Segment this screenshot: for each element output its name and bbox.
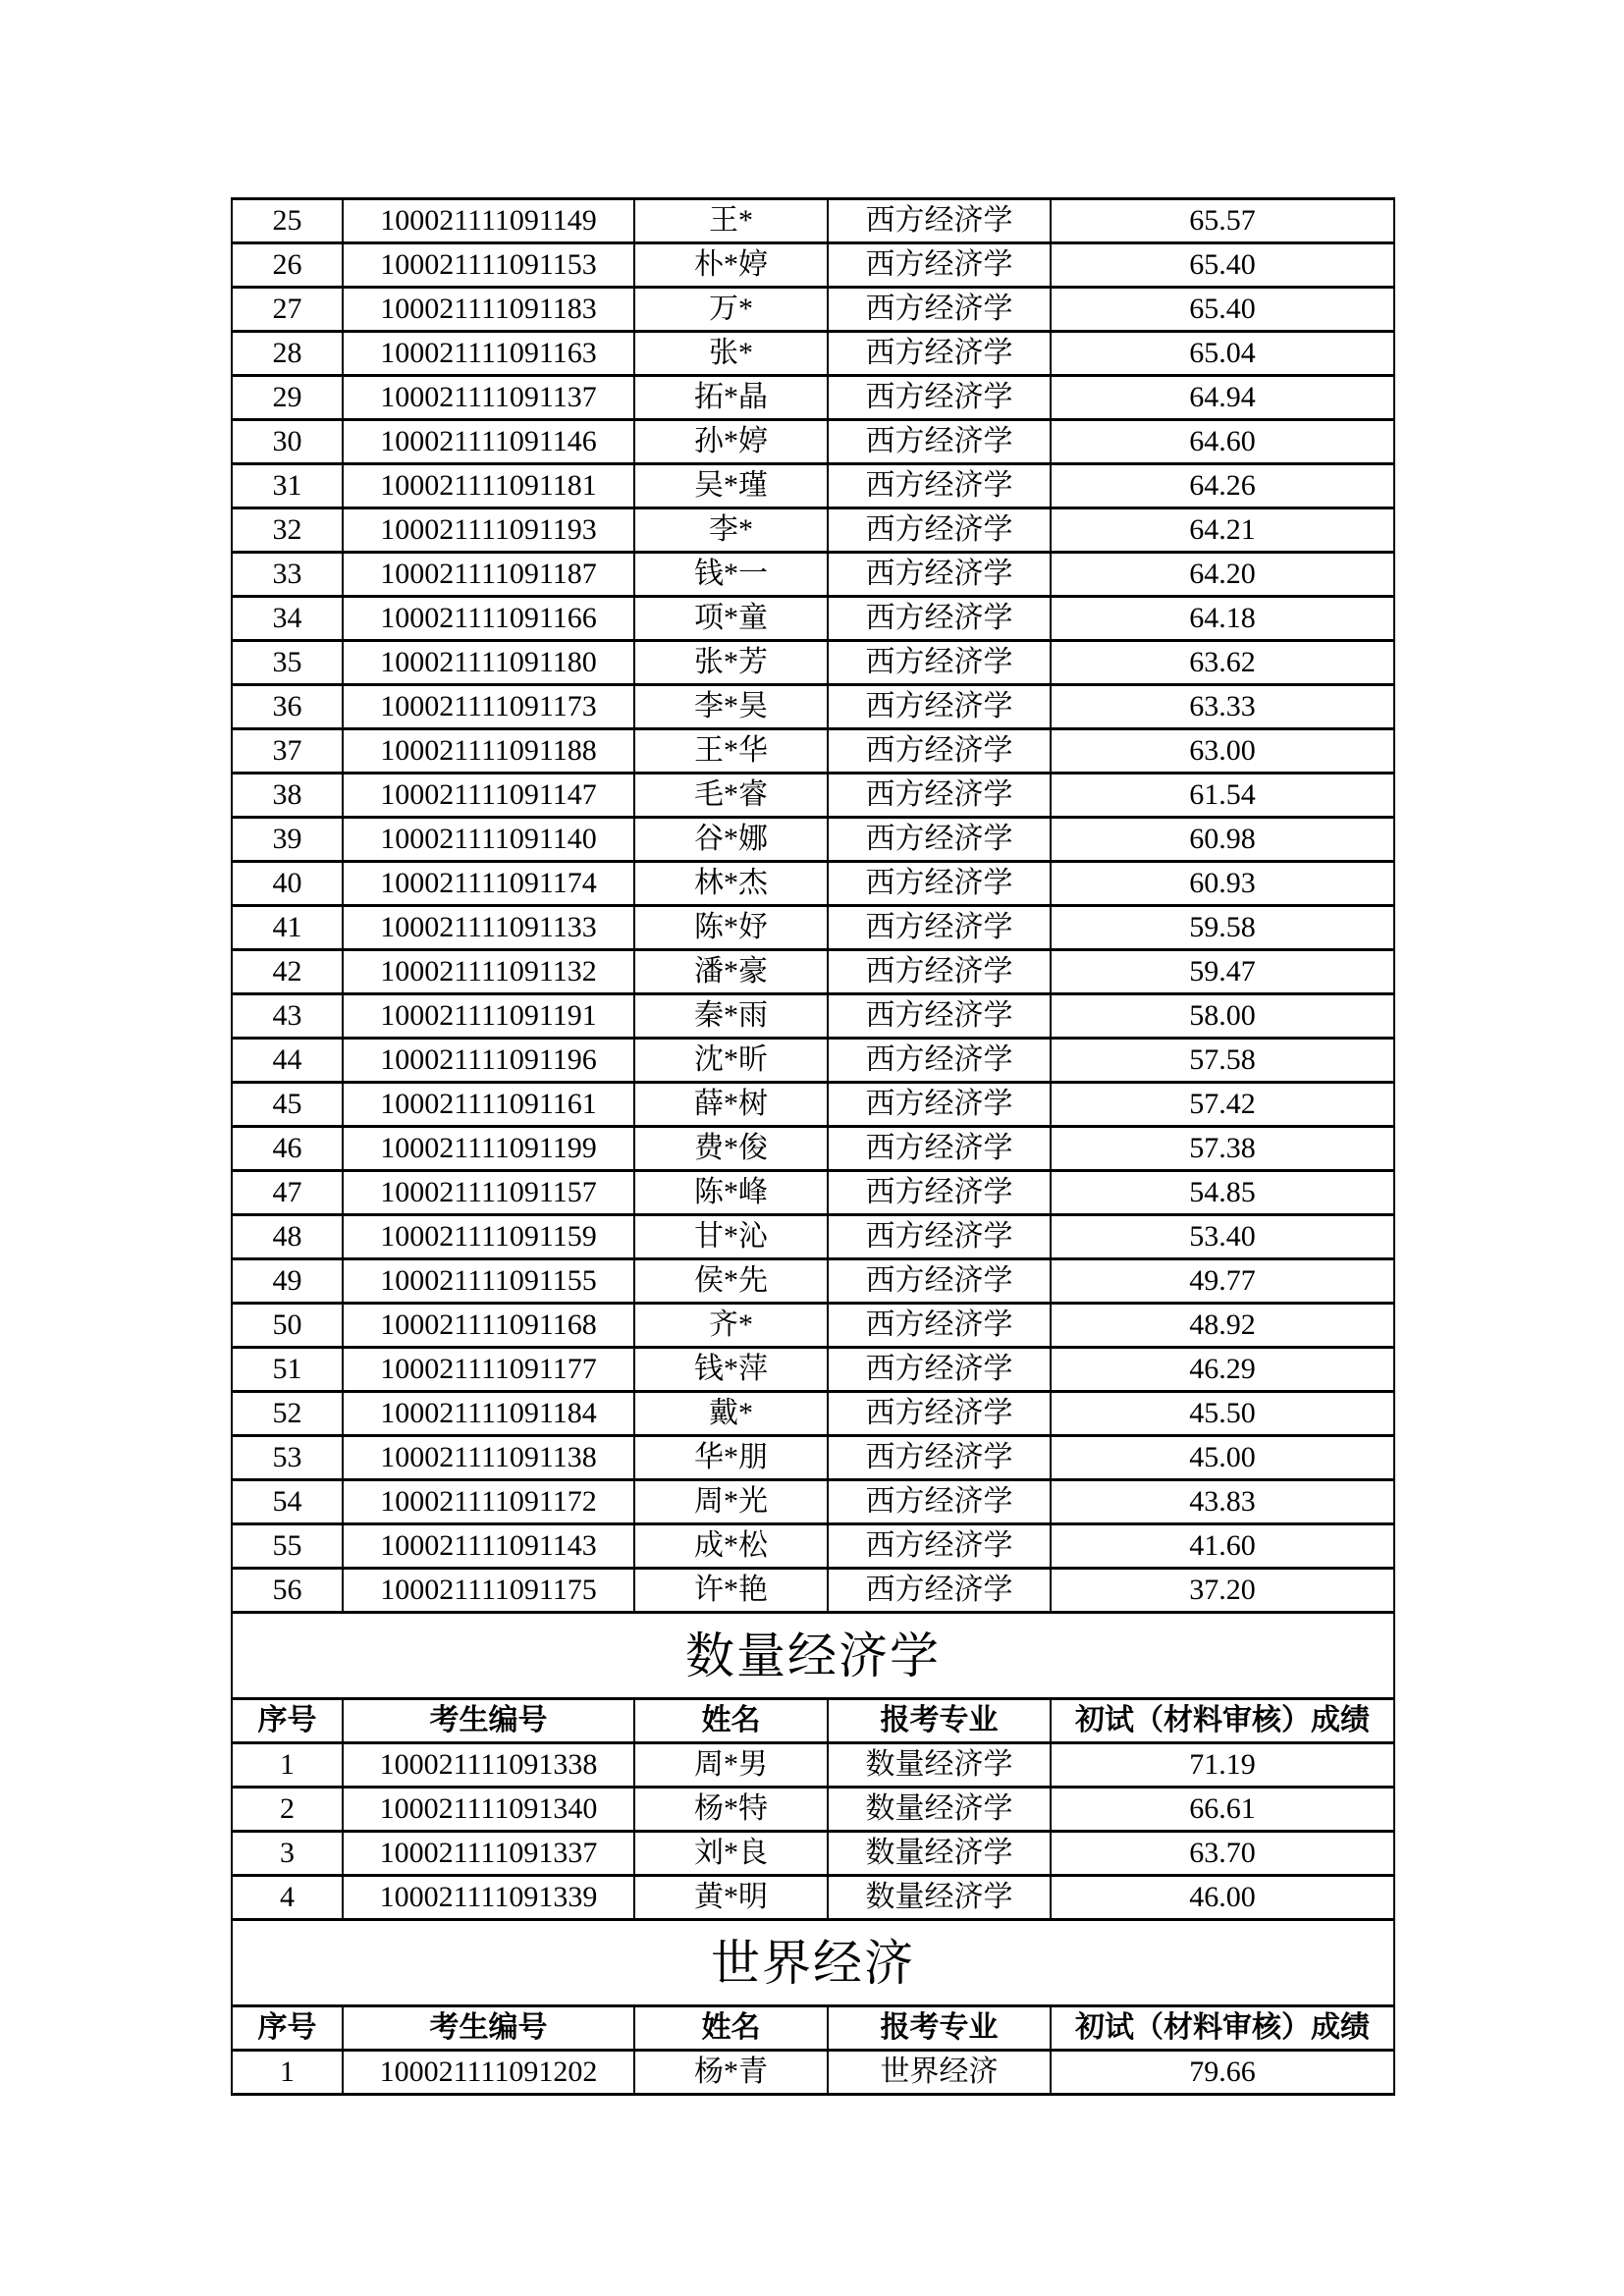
table-row	[232, 508, 1394, 553]
candidate-id-cell: 100021111091183	[343, 288, 634, 332]
score-cell: 65.04	[1051, 332, 1394, 376]
table-row	[232, 1788, 1394, 1832]
major-cell: 西方经济学	[828, 685, 1051, 729]
table-row	[232, 332, 1394, 376]
major-cell: 西方经济学	[828, 906, 1051, 950]
major-cell: 西方经济学	[828, 1524, 1051, 1569]
major-cell: 西方经济学	[828, 1436, 1051, 1480]
major-cell: 西方经济学	[828, 1480, 1051, 1524]
candidate-id-cell: 100021111091161	[343, 1083, 634, 1127]
index-cell: 42	[232, 950, 343, 994]
candidate-id-cell: 100021111091157	[343, 1171, 634, 1215]
major-cell: 西方经济学	[828, 553, 1051, 597]
table-row	[232, 420, 1394, 464]
table-row	[232, 2051, 1394, 2095]
index-cell: 51	[232, 1348, 343, 1392]
score-cell: 54.85	[1051, 1171, 1394, 1215]
column-header-row	[232, 2006, 1394, 2051]
index-cell: 26	[232, 243, 343, 288]
column-header-major: 报考专业	[828, 2006, 1051, 2051]
major-cell: 西方经济学	[828, 1171, 1051, 1215]
table-row	[232, 1127, 1394, 1171]
candidate-id-cell: 100021111091143	[343, 1524, 634, 1569]
score-cell: 79.66	[1051, 2051, 1394, 2095]
table-row	[232, 1392, 1394, 1436]
name-cell: 李*	[634, 508, 828, 553]
score-cell: 41.60	[1051, 1524, 1394, 1569]
table-row	[232, 1480, 1394, 1524]
name-cell: 黄*明	[634, 1876, 828, 1920]
index-cell: 55	[232, 1524, 343, 1569]
name-cell: 万*	[634, 288, 828, 332]
section-title: 世界经济	[232, 1920, 1394, 2006]
score-cell: 59.47	[1051, 950, 1394, 994]
index-cell: 35	[232, 641, 343, 685]
name-cell: 拓*晶	[634, 376, 828, 420]
score-cell: 49.77	[1051, 1259, 1394, 1304]
name-cell: 朴*婷	[634, 243, 828, 288]
score-cell: 57.58	[1051, 1039, 1394, 1083]
table-row	[232, 1083, 1394, 1127]
column-header-score: 初试（材料审核）成绩	[1051, 1699, 1394, 1743]
candidate-id-cell: 100021111091166	[343, 597, 634, 641]
candidate-id-cell: 100021111091133	[343, 906, 634, 950]
table-row	[232, 464, 1394, 508]
candidate-id-cell: 100021111091174	[343, 862, 634, 906]
score-cell: 64.60	[1051, 420, 1394, 464]
major-cell: 数量经济学	[828, 1788, 1051, 1832]
candidate-id-cell: 100021111091196	[343, 1039, 634, 1083]
index-cell: 33	[232, 553, 343, 597]
candidate-id-cell: 100021111091159	[343, 1215, 634, 1259]
score-table-body	[232, 199, 1394, 2095]
column-header-candidate-id: 考生编号	[343, 1699, 634, 1743]
index-cell: 43	[232, 994, 343, 1039]
score-cell: 58.00	[1051, 994, 1394, 1039]
name-cell: 钱*一	[634, 553, 828, 597]
major-cell: 西方经济学	[828, 420, 1051, 464]
candidate-id-cell: 100021111091140	[343, 818, 634, 862]
name-cell: 王*华	[634, 729, 828, 774]
candidate-id-cell: 100021111091173	[343, 685, 634, 729]
section-title-row	[232, 1920, 1394, 2006]
index-cell: 27	[232, 288, 343, 332]
index-cell: 25	[232, 199, 343, 243]
name-cell: 费*俊	[634, 1127, 828, 1171]
index-cell: 56	[232, 1569, 343, 1613]
table-row	[232, 199, 1394, 243]
candidate-id-cell: 100021111091155	[343, 1259, 634, 1304]
score-cell: 53.40	[1051, 1215, 1394, 1259]
major-cell: 西方经济学	[828, 641, 1051, 685]
name-cell: 陈*妤	[634, 906, 828, 950]
index-cell: 50	[232, 1304, 343, 1348]
index-cell: 34	[232, 597, 343, 641]
major-cell: 西方经济学	[828, 1083, 1051, 1127]
name-cell: 沈*昕	[634, 1039, 828, 1083]
name-cell: 侯*先	[634, 1259, 828, 1304]
table-row	[232, 1348, 1394, 1392]
index-cell: 49	[232, 1259, 343, 1304]
candidate-id-cell: 100021111091163	[343, 332, 634, 376]
major-cell: 数量经济学	[828, 1876, 1051, 1920]
score-cell: 45.00	[1051, 1436, 1394, 1480]
score-cell: 63.33	[1051, 685, 1394, 729]
candidate-id-cell: 100021111091187	[343, 553, 634, 597]
table-row	[232, 1039, 1394, 1083]
index-cell: 52	[232, 1392, 343, 1436]
name-cell: 甘*沁	[634, 1215, 828, 1259]
score-cell: 60.93	[1051, 862, 1394, 906]
score-cell: 45.50	[1051, 1392, 1394, 1436]
major-cell: 西方经济学	[828, 464, 1051, 508]
table-row	[232, 597, 1394, 641]
candidate-id-cell: 100021111091168	[343, 1304, 634, 1348]
table-row	[232, 376, 1394, 420]
name-cell: 张*芳	[634, 641, 828, 685]
candidate-id-cell: 100021111091153	[343, 243, 634, 288]
major-cell: 西方经济学	[828, 1127, 1051, 1171]
score-cell: 63.70	[1051, 1832, 1394, 1876]
name-cell: 薛*树	[634, 1083, 828, 1127]
table-row	[232, 553, 1394, 597]
major-cell: 西方经济学	[828, 597, 1051, 641]
score-cell: 60.98	[1051, 818, 1394, 862]
column-header-index: 序号	[232, 2006, 343, 2051]
score-table	[231, 197, 1395, 2096]
index-cell: 31	[232, 464, 343, 508]
major-cell: 西方经济学	[828, 199, 1051, 243]
column-header-major: 报考专业	[828, 1699, 1051, 1743]
score-cell: 63.00	[1051, 729, 1394, 774]
index-cell: 45	[232, 1083, 343, 1127]
table-row	[232, 1569, 1394, 1613]
index-cell: 41	[232, 906, 343, 950]
score-cell: 65.57	[1051, 199, 1394, 243]
table-row	[232, 641, 1394, 685]
score-cell: 37.20	[1051, 1569, 1394, 1613]
major-cell: 西方经济学	[828, 1304, 1051, 1348]
index-cell: 1	[232, 1743, 343, 1788]
major-cell: 西方经济学	[828, 862, 1051, 906]
name-cell: 许*艳	[634, 1569, 828, 1613]
name-cell: 王*	[634, 199, 828, 243]
major-cell: 西方经济学	[828, 288, 1051, 332]
table-row	[232, 1304, 1394, 1348]
section-title-row	[232, 1613, 1394, 1699]
column-header-row	[232, 1699, 1394, 1743]
index-cell: 40	[232, 862, 343, 906]
index-cell: 36	[232, 685, 343, 729]
table-row	[232, 1436, 1394, 1480]
table-row	[232, 243, 1394, 288]
score-cell: 64.18	[1051, 597, 1394, 641]
score-cell: 46.29	[1051, 1348, 1394, 1392]
score-cell: 43.83	[1051, 1480, 1394, 1524]
name-cell: 周*光	[634, 1480, 828, 1524]
candidate-id-cell: 100021111091193	[343, 508, 634, 553]
index-cell: 2	[232, 1788, 343, 1832]
name-cell: 杨*特	[634, 1788, 828, 1832]
score-cell: 71.19	[1051, 1743, 1394, 1788]
name-cell: 戴*	[634, 1392, 828, 1436]
major-cell: 西方经济学	[828, 508, 1051, 553]
table-row	[232, 1215, 1394, 1259]
major-cell: 西方经济学	[828, 332, 1051, 376]
score-cell: 57.38	[1051, 1127, 1394, 1171]
candidate-id-cell: 100021111091175	[343, 1569, 634, 1613]
name-cell: 秦*雨	[634, 994, 828, 1039]
major-cell: 西方经济学	[828, 774, 1051, 818]
score-cell: 64.94	[1051, 376, 1394, 420]
major-cell: 数量经济学	[828, 1743, 1051, 1788]
index-cell: 54	[232, 1480, 343, 1524]
table-row	[232, 1171, 1394, 1215]
score-cell: 57.42	[1051, 1083, 1394, 1127]
table-row	[232, 729, 1394, 774]
column-header-name: 姓名	[634, 2006, 828, 2051]
index-cell: 48	[232, 1215, 343, 1259]
candidate-id-cell: 100021111091138	[343, 1436, 634, 1480]
name-cell: 周*男	[634, 1743, 828, 1788]
name-cell: 吴*瑾	[634, 464, 828, 508]
name-cell: 张*	[634, 332, 828, 376]
candidate-id-cell: 100021111091146	[343, 420, 634, 464]
candidate-id-cell: 100021111091184	[343, 1392, 634, 1436]
table-row	[232, 818, 1394, 862]
name-cell: 潘*豪	[634, 950, 828, 994]
major-cell: 西方经济学	[828, 243, 1051, 288]
index-cell: 37	[232, 729, 343, 774]
index-cell: 39	[232, 818, 343, 862]
candidate-id-cell: 100021111091172	[343, 1480, 634, 1524]
name-cell: 华*朋	[634, 1436, 828, 1480]
major-cell: 西方经济学	[828, 1348, 1051, 1392]
index-cell: 4	[232, 1876, 343, 1920]
table-row	[232, 685, 1394, 729]
index-cell: 38	[232, 774, 343, 818]
score-cell: 64.21	[1051, 508, 1394, 553]
name-cell: 刘*良	[634, 1832, 828, 1876]
column-header-candidate-id: 考生编号	[343, 2006, 634, 2051]
index-cell: 28	[232, 332, 343, 376]
score-cell: 61.54	[1051, 774, 1394, 818]
index-cell: 44	[232, 1039, 343, 1083]
index-cell: 46	[232, 1127, 343, 1171]
name-cell: 陈*峰	[634, 1171, 828, 1215]
score-cell: 64.20	[1051, 553, 1394, 597]
index-cell: 47	[232, 1171, 343, 1215]
candidate-id-cell: 100021111091137	[343, 376, 634, 420]
name-cell: 毛*睿	[634, 774, 828, 818]
name-cell: 孙*婷	[634, 420, 828, 464]
table-row	[232, 1743, 1394, 1788]
table-row	[232, 288, 1394, 332]
table-row	[232, 950, 1394, 994]
score-cell: 59.58	[1051, 906, 1394, 950]
column-header-index: 序号	[232, 1699, 343, 1743]
table-row	[232, 1259, 1394, 1304]
column-header-name: 姓名	[634, 1699, 828, 1743]
candidate-id-cell: 100021111091337	[343, 1832, 634, 1876]
candidate-id-cell: 100021111091149	[343, 199, 634, 243]
table-row	[232, 1832, 1394, 1876]
major-cell: 西方经济学	[828, 376, 1051, 420]
candidate-id-cell: 100021111091202	[343, 2051, 634, 2095]
major-cell: 西方经济学	[828, 950, 1051, 994]
candidate-id-cell: 100021111091180	[343, 641, 634, 685]
table-row	[232, 1876, 1394, 1920]
major-cell: 西方经济学	[828, 729, 1051, 774]
table-row	[232, 906, 1394, 950]
candidate-id-cell: 100021111091340	[343, 1788, 634, 1832]
score-cell: 65.40	[1051, 288, 1394, 332]
score-cell: 48.92	[1051, 1304, 1394, 1348]
candidate-id-cell: 100021111091338	[343, 1743, 634, 1788]
index-cell: 53	[232, 1436, 343, 1480]
major-cell: 西方经济学	[828, 1259, 1051, 1304]
score-cell: 65.40	[1051, 243, 1394, 288]
major-cell: 西方经济学	[828, 1039, 1051, 1083]
index-cell: 30	[232, 420, 343, 464]
name-cell: 谷*娜	[634, 818, 828, 862]
name-cell: 林*杰	[634, 862, 828, 906]
index-cell: 32	[232, 508, 343, 553]
index-cell: 3	[232, 1832, 343, 1876]
major-cell: 数量经济学	[828, 1832, 1051, 1876]
candidate-id-cell: 100021111091188	[343, 729, 634, 774]
column-header-score: 初试（材料审核）成绩	[1051, 2006, 1394, 2051]
table-row	[232, 774, 1394, 818]
score-cell: 46.00	[1051, 1876, 1394, 1920]
candidate-id-cell: 100021111091177	[343, 1348, 634, 1392]
table-row	[232, 862, 1394, 906]
name-cell: 钱*萍	[634, 1348, 828, 1392]
candidate-id-cell: 100021111091191	[343, 994, 634, 1039]
name-cell: 成*松	[634, 1524, 828, 1569]
table-row	[232, 994, 1394, 1039]
index-cell: 29	[232, 376, 343, 420]
candidate-id-cell: 100021111091339	[343, 1876, 634, 1920]
major-cell: 世界经济	[828, 2051, 1051, 2095]
score-cell: 66.61	[1051, 1788, 1394, 1832]
score-cell: 64.26	[1051, 464, 1394, 508]
candidate-id-cell: 100021111091147	[343, 774, 634, 818]
score-cell: 63.62	[1051, 641, 1394, 685]
name-cell: 杨*青	[634, 2051, 828, 2095]
major-cell: 西方经济学	[828, 1569, 1051, 1613]
major-cell: 西方经济学	[828, 994, 1051, 1039]
major-cell: 西方经济学	[828, 818, 1051, 862]
name-cell: 项*童	[634, 597, 828, 641]
major-cell: 西方经济学	[828, 1215, 1051, 1259]
candidate-id-cell: 100021111091181	[343, 464, 634, 508]
major-cell: 西方经济学	[828, 1392, 1051, 1436]
table-row	[232, 1524, 1394, 1569]
name-cell: 李*昊	[634, 685, 828, 729]
candidate-id-cell: 100021111091199	[343, 1127, 634, 1171]
name-cell: 齐*	[634, 1304, 828, 1348]
index-cell: 1	[232, 2051, 343, 2095]
section-title: 数量经济学	[232, 1613, 1394, 1699]
candidate-id-cell: 100021111091132	[343, 950, 634, 994]
